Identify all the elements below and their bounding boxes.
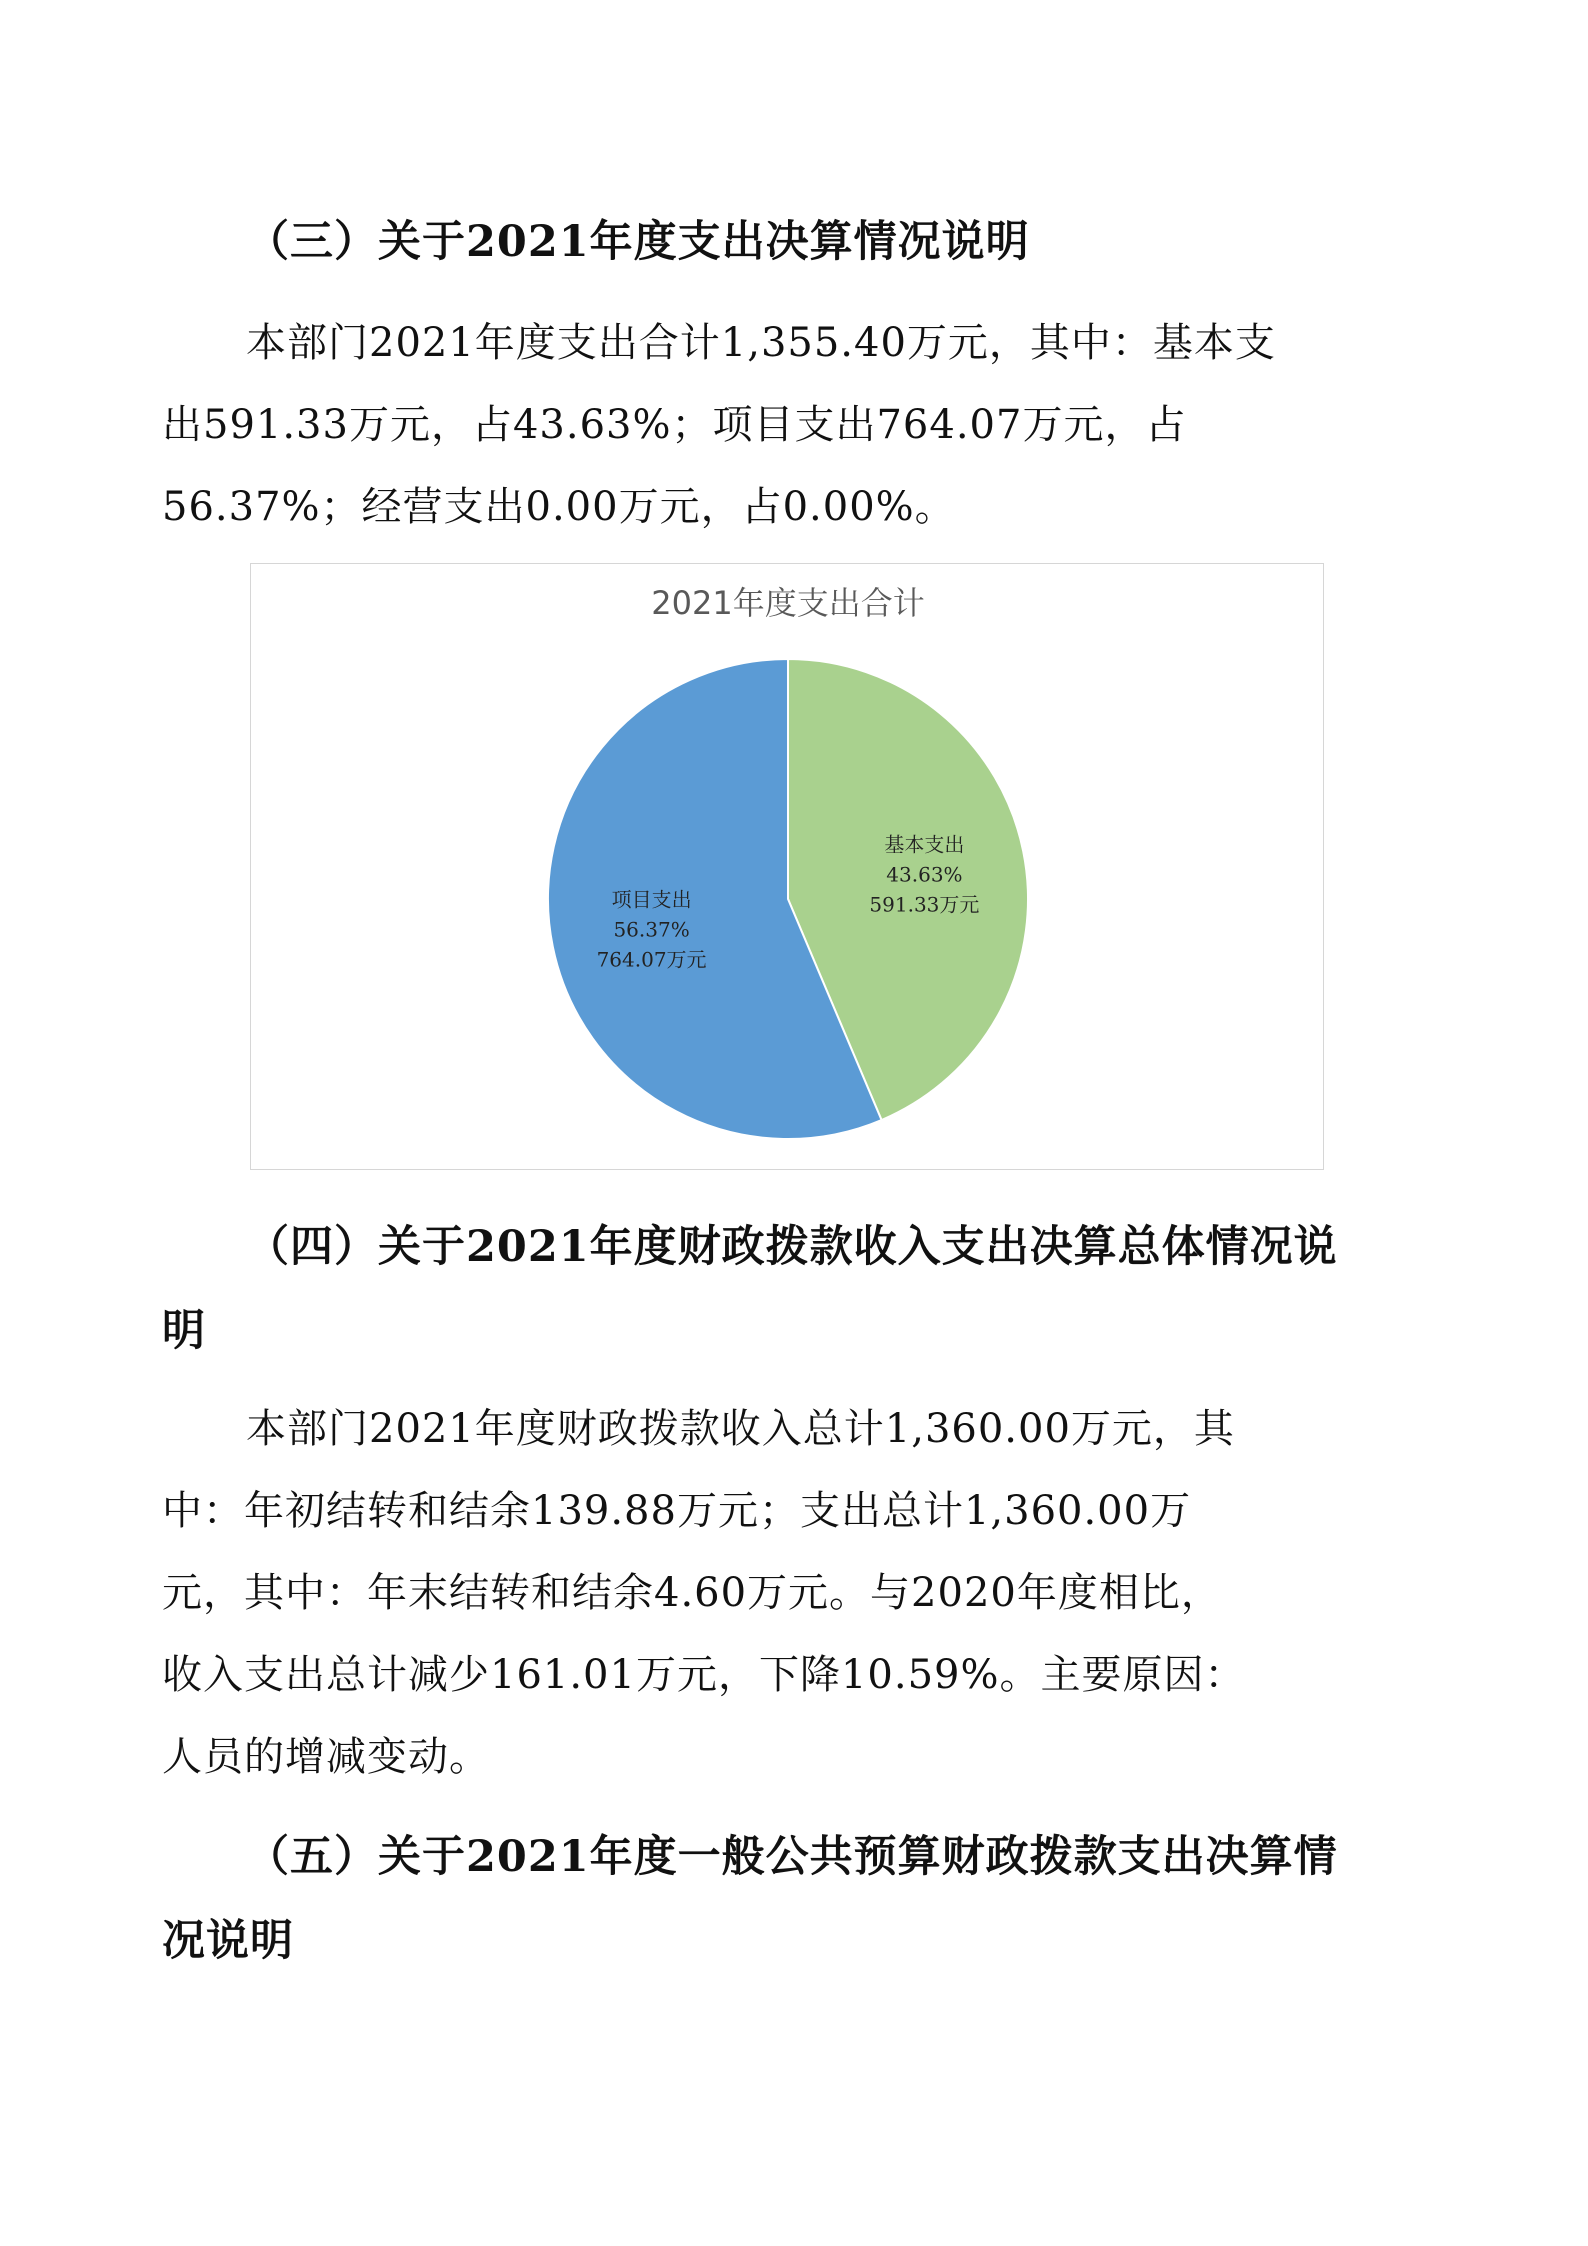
section-4-para-line-1: 本部门2021年度财政拨款收入总计1,360.00万元，其 [246, 1406, 1235, 1452]
section-5-heading [162, 1815, 1366, 1983]
expenditure-pie-chart [250, 563, 1324, 1170]
pie-slice-1-label-2: 43.63% [886, 862, 963, 887]
pie-slice-1-label-3: 591.33万元 [869, 892, 980, 917]
section-5-heading-line-2: 况说明 [162, 1916, 294, 1966]
pie-slice-2-label-3: 764.07万元 [596, 947, 707, 972]
section-3-paragraph [162, 302, 1366, 548]
chart-title: 2021年度支出合计 [651, 584, 925, 622]
section-4-paragraph [162, 1388, 1366, 1798]
section-4-para-line-2: 中：年初结转和结余139.88万元；支出总计1,360.00万 [162, 1488, 1192, 1534]
section-4-heading-line-2: 明 [162, 1306, 206, 1356]
pie-chart-svg [251, 564, 1325, 1171]
section-3-para-line-3: 56.37%；经营支出0.00万元，占0.00%。 [162, 484, 956, 530]
section-3-heading-text: （三）关于2021年度支出决算情况说明 [246, 217, 1030, 267]
section-3-para-line-1: 本部门2021年度支出合计1,355.40万元，其中：基本支 [246, 320, 1276, 366]
section-4-para-line-4: 收入支出总计减少161.01万元，下降10.59%。主要原因： [162, 1652, 1246, 1698]
section-5-heading-line-1: （五）关于2021年度一般公共预算财政拨款支出决算情 [246, 1832, 1338, 1882]
section-4-heading-line-1: （四）关于2021年度财政拨款收入支出决算总体情况说 [246, 1222, 1338, 1272]
section-4-para-line-5: 人员的增减变动。 [162, 1734, 490, 1780]
section-3-heading [246, 200, 1366, 284]
pie-slice-2-label-1: 项目支出 [611, 887, 692, 912]
pie-slice-2-label-2: 56.37% [613, 917, 690, 942]
section-4-heading [162, 1205, 1366, 1373]
pie-slice-1-label-1: 基本支出 [884, 832, 965, 857]
section-3-para-line-2: 出591.33万元，占43.63%；项目支出764.07万元，占 [162, 402, 1187, 448]
section-4-para-line-3: 元，其中：年末结转和结余4.60万元。与2020年度相比， [162, 1570, 1222, 1616]
